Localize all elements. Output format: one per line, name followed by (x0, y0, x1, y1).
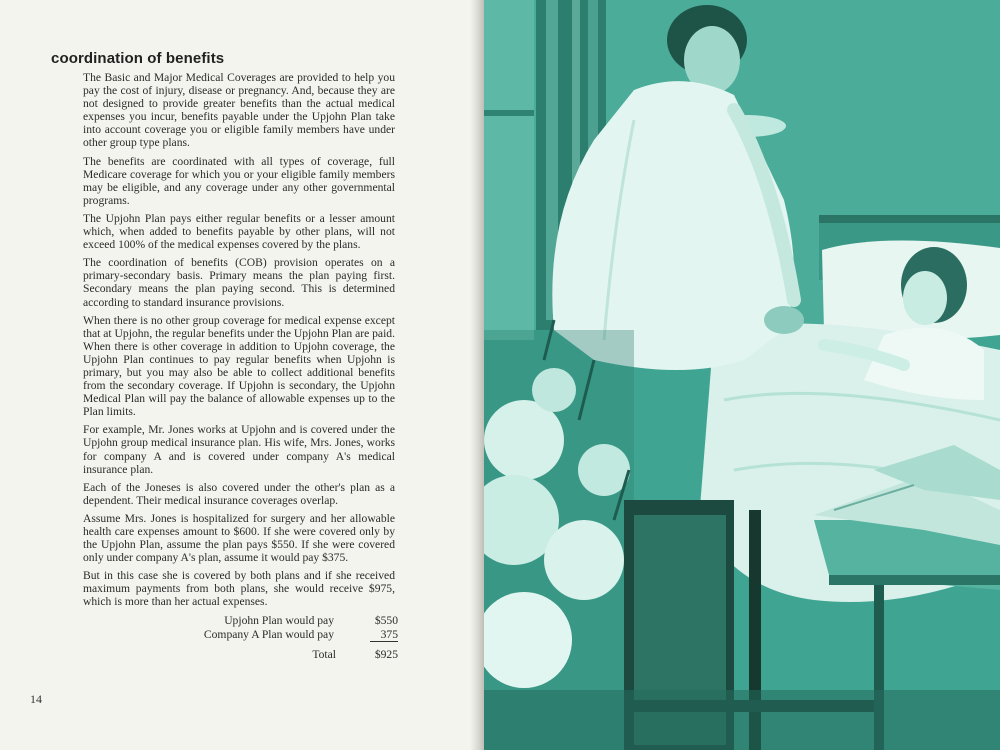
total-row (140, 648, 398, 662)
payment-row (140, 614, 398, 628)
patient-face (903, 271, 947, 325)
paragraph: The coordination of benefits (COB) provision operates on a primary-secondary basis. Primary means the plan paying first. Secondary means the plan paying second. This is determined according to standard insurance provisions. (83, 256, 395, 309)
payment-table (140, 614, 398, 662)
payment-row (140, 628, 398, 642)
page-number: 14 (30, 692, 42, 706)
payment-label: Upjohn Plan would pay (224, 614, 334, 627)
paragraph: The Basic and Major Medical Coverages are provided to help you pay the cost of injury, disease or pregnancy. And, because they are not designed to provide greater benefits than the actual medical expenses you incur, benefits payable under the Upjohn Plan take into account coverage you or eligible family members have under other group type plans. (83, 71, 395, 150)
paragraph: Each of the Joneses is also covered under the other's plan as a dependent. Their medical insurance coverages overlap. (83, 480, 395, 507)
payment-amount: 375 (370, 628, 398, 642)
flower (532, 368, 576, 412)
doctor-hand (764, 306, 804, 334)
payment-label: Company A Plan would pay (203, 628, 334, 641)
section-heading: coordination of benefits (51, 50, 225, 67)
paragraph: Assume Mrs. Jones is hospitalized for surgery and her allowable health care expenses amount to $600. If she were covered only by the Upjohn Plan, assume the plan pays $550. If she were covered only under company A's plan, assume it would pay $375. (83, 511, 395, 565)
total-amount: $925 (374, 648, 398, 661)
left-page (0, 0, 478, 750)
paragraph: For example, Mr. Jones works at Upjohn and is covered under the Upjohn group medical insurance plan. His wife, Mrs. Jones, works for company A and is covered under company A's medical insurance plan. (83, 423, 395, 476)
flower (544, 520, 624, 600)
book-gutter (470, 0, 484, 750)
photo-illustration (484, 0, 1000, 750)
flower (484, 400, 564, 480)
payment-amount: $550 (374, 614, 398, 627)
paragraph: The benefits are coordinated with all types of coverage, full Medicare coverage for which you or your eligible family members may be eligible, and any coverage under any other governmental programs. (83, 154, 395, 207)
hospital-photo (484, 0, 1000, 750)
paragraph: But in this case she is covered by both plans and if she received maximum payments from both plans, she would receive $975, which is more than her actual expenses. (83, 569, 395, 609)
paragraph: The Upjohn Plan pays either regular benefits or a lesser amount which, when added to benefits payable by other plans, will not exceed 100% of the medical expenses covered by the plans. (83, 211, 395, 252)
body-text (83, 71, 395, 609)
total-label: Total (312, 648, 336, 661)
paragraph: When there is no other group coverage for medical expense except that at Upjohn, the regular benefits under the Upjohn Plan are paid. When there is other coverage in addition to Upjohn coverage, the Upjohn Plan continues to pay regular benefits when Upjohn is primary, but you may also be able to collect additional benefits from the secondary coverage. If Upjohn is secondary, the Upjohn Medical Plan will pay the balance of allowable expenses up to the Plan limits. (83, 313, 395, 419)
